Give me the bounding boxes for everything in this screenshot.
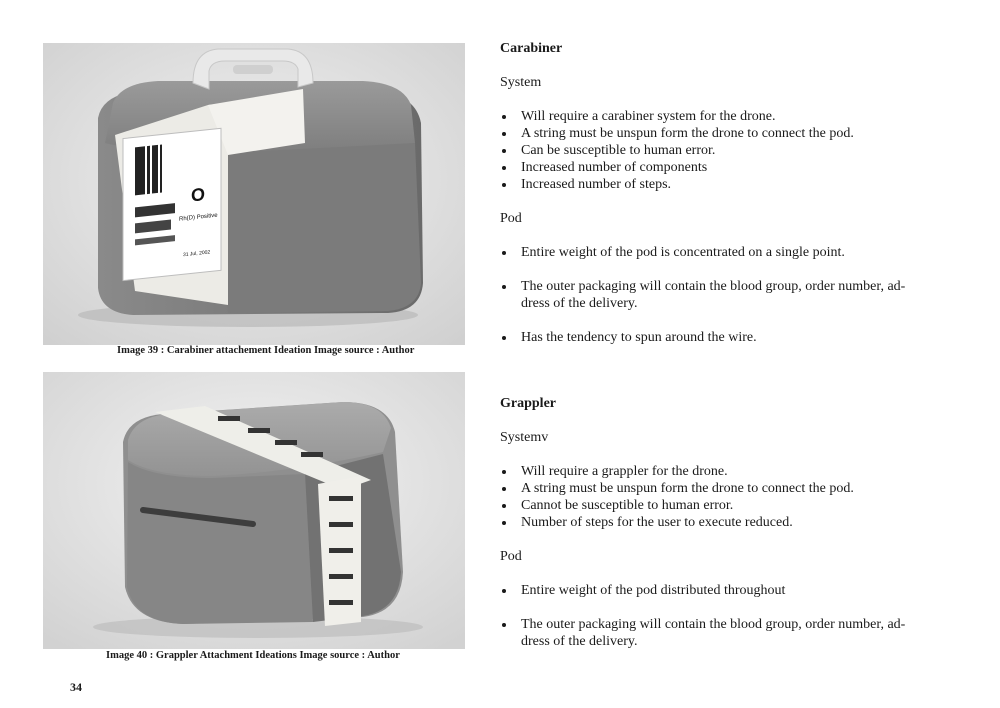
pod-list (500, 244, 930, 346)
figure-caption-39: Image 39 : Carabiner attachement Ideation Image source : Author (117, 345, 415, 356)
list-item: Cannot be susceptible to human error. (500, 497, 930, 514)
list-item: Has the tendency to spun around the wire. (500, 329, 930, 346)
list-item: The outer packaging will contain the blood group, order number, ad-dress of the delivery. (500, 616, 930, 650)
list-item: A string must be unspun form the drone to connect the pod. (500, 480, 930, 497)
pod-label: Pod (500, 211, 522, 226)
section-title: Carabiner (500, 41, 563, 56)
grappler-section (500, 395, 930, 650)
system-list (500, 108, 930, 193)
list-item: A string must be unspun form the drone to connect the pod. (500, 125, 930, 142)
system-label: System (500, 75, 542, 90)
blood-group-glyph: O (191, 184, 205, 206)
pod-list (500, 582, 930, 650)
label-date: 31 Jul, 2002 (183, 249, 211, 259)
figure-caption-40: Image 40 : Grappler Attachment Ideations Image source : Author (106, 650, 400, 661)
list-item: Will require a grappler for the drone. (500, 463, 930, 480)
carabiner-pod-image (43, 43, 465, 345)
list-item: Will require a carabiner system for the drone. (500, 108, 930, 125)
list-item: Number of steps for the user to execute reduced. (500, 514, 930, 531)
list-item: Entire weight of the pod distributed throughout (500, 582, 930, 599)
grappler-pod-image (43, 372, 465, 649)
list-item: Entire weight of the pod is concentrated on a single point. (500, 244, 930, 261)
list-item: Increased number of components (500, 159, 930, 176)
system-list (500, 463, 930, 531)
list-item: The outer packaging will contain the blood group, order number, ad-dress of the delivery. (500, 278, 930, 312)
list-item: Can be susceptible to human error. (500, 142, 930, 159)
list-item: Increased number of steps. (500, 176, 930, 193)
carabiner-section (500, 40, 930, 346)
blood-type-label: Rh(D) Positive (179, 212, 218, 223)
system-label: Systemv (500, 430, 549, 445)
page-number: 34 (70, 680, 82, 694)
section-title: Grappler (500, 396, 556, 411)
pod-label: Pod (500, 549, 522, 564)
